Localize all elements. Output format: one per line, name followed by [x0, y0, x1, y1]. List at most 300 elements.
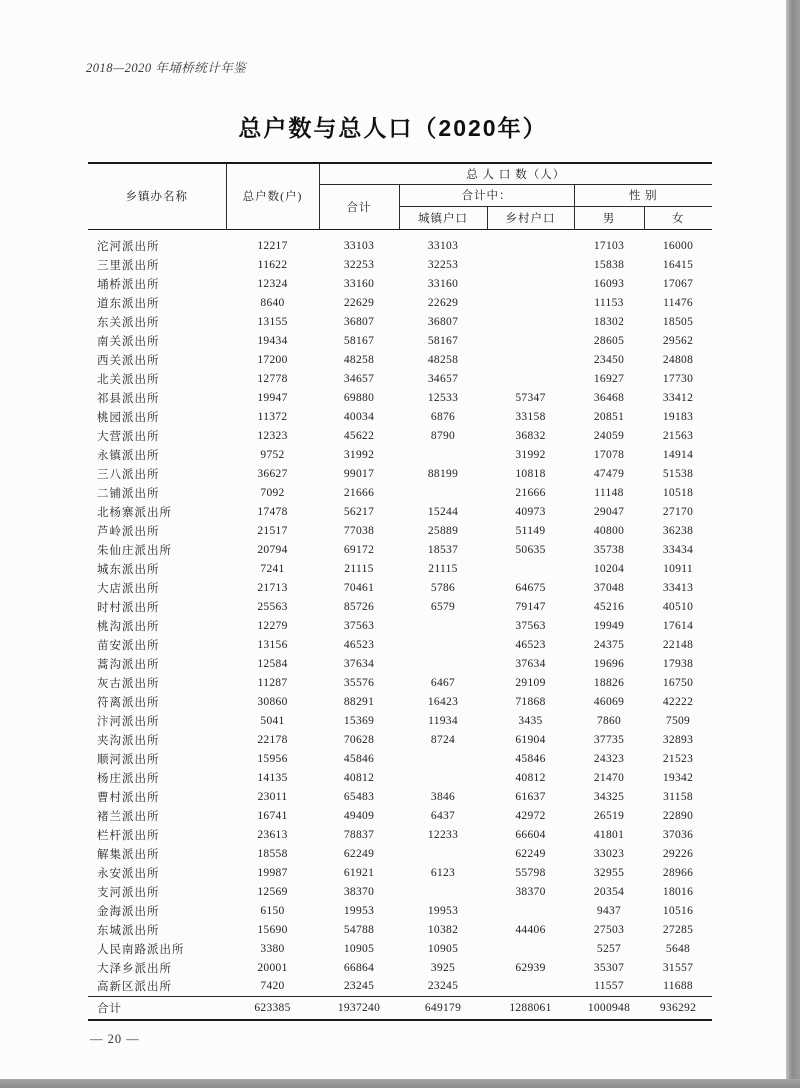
value-cell [487, 312, 574, 331]
value-cell: 28966 [662, 866, 694, 879]
table-row [88, 331, 712, 350]
table-row [88, 350, 712, 369]
value-cell [399, 616, 487, 635]
table-row [88, 635, 712, 654]
value-cell: 41801 [593, 828, 625, 841]
table-row [88, 863, 712, 882]
table-row [88, 407, 712, 426]
col-header-total-households: 总户数(户) [226, 163, 319, 229]
value-cell: 12233 [427, 828, 459, 841]
value-cell: 51538 [662, 467, 694, 480]
value-cell: 11153 [594, 296, 624, 309]
value-cell: 1937240 [319, 996, 399, 1020]
station-name-cell: 沱河派出所 [97, 240, 160, 253]
station-name-cell: 祁县派出所 [97, 392, 160, 405]
value-cell: 62939 [515, 961, 546, 974]
table-row [88, 255, 712, 274]
table-body [88, 229, 712, 1020]
value-cell: 37036 [662, 828, 694, 841]
station-name-cell: 西关派出所 [97, 354, 160, 367]
value-cell: 22629 [343, 296, 375, 309]
value-cell: 58167 [343, 334, 375, 347]
table-row [88, 901, 712, 920]
col-header-township-name: 乡镇办名称 [88, 163, 226, 229]
value-cell: 36807 [427, 315, 459, 328]
value-cell: 11372 [257, 410, 288, 423]
value-cell: 8724 [430, 733, 456, 746]
value-cell: 13156 [257, 638, 288, 651]
value-cell: 19434 [257, 334, 288, 347]
value-cell: 61921 [343, 866, 375, 879]
value-cell [487, 977, 574, 996]
col-header-male: 男 [574, 206, 644, 229]
value-cell [399, 654, 487, 673]
table-row [88, 806, 712, 825]
value-cell [487, 901, 574, 920]
col-header-total-population-group: 总 人 口 数（人） [319, 163, 712, 184]
value-cell: 24375 [593, 638, 625, 651]
value-cell: 22890 [662, 809, 694, 822]
value-cell: 3380 [260, 942, 285, 955]
value-cell: 54788 [343, 923, 375, 936]
value-cell: 21115 [428, 562, 458, 575]
value-cell: 3925 [430, 961, 456, 974]
col-header-total: 合计 [319, 184, 399, 229]
table-row [88, 958, 712, 977]
value-cell: 10516 [662, 904, 694, 917]
table-row [88, 464, 712, 483]
value-cell: 36468 [593, 391, 625, 404]
station-name-cell: 符离派出所 [97, 696, 160, 709]
value-cell: 23245 [343, 980, 375, 993]
value-cell: 16000 [662, 239, 694, 252]
value-cell [487, 255, 574, 274]
value-cell: 45622 [343, 429, 375, 442]
value-cell: 21517 [257, 524, 288, 537]
value-cell: 40510 [662, 600, 694, 613]
value-cell: 34325 [593, 790, 625, 803]
value-cell: 14914 [662, 448, 694, 461]
value-cell: 19696 [593, 657, 625, 670]
station-name-cell: 北关派出所 [97, 373, 160, 386]
station-name-cell: 芦岭派出所 [97, 525, 160, 538]
value-cell: 12324 [257, 277, 288, 290]
value-cell: 10911 [663, 562, 693, 575]
table-row [88, 426, 712, 445]
value-cell: 78837 [343, 828, 375, 841]
value-cell: 22629 [427, 296, 459, 309]
value-cell: 33158 [515, 410, 546, 423]
value-cell: 10905 [427, 942, 459, 955]
value-cell [399, 844, 487, 863]
value-cell: 32955 [593, 866, 625, 879]
value-cell: 9437 [596, 904, 622, 917]
value-cell: 37563 [515, 619, 546, 632]
table-row [88, 692, 712, 711]
value-cell: 27503 [593, 923, 625, 936]
value-cell: 29109 [515, 676, 546, 689]
col-header-female: 女 [644, 206, 712, 229]
value-cell: 37735 [593, 733, 625, 746]
value-cell: 71868 [515, 695, 546, 708]
value-cell: 17730 [662, 372, 694, 385]
value-cell: 23011 [257, 790, 288, 803]
value-cell: 10905 [343, 942, 375, 955]
value-cell: 34657 [427, 372, 459, 385]
value-cell: 11688 [663, 980, 693, 993]
table-row [88, 312, 712, 331]
value-cell: 21563 [662, 429, 694, 442]
value-cell: 18826 [593, 676, 625, 689]
value-cell: 62249 [515, 847, 546, 860]
value-cell: 31557 [662, 961, 694, 974]
value-cell: 50635 [515, 543, 546, 556]
value-cell: 31992 [515, 448, 546, 461]
value-cell: 70461 [343, 581, 375, 594]
station-name-cell: 三八派出所 [97, 468, 160, 481]
value-cell: 6437 [430, 809, 456, 822]
value-cell: 35307 [593, 961, 625, 974]
value-cell: 27285 [662, 923, 694, 936]
value-cell: 5786 [430, 581, 456, 594]
station-name-cell: 埇桥派出所 [97, 278, 160, 291]
value-cell: 45846 [343, 752, 375, 765]
value-cell [399, 483, 487, 502]
value-cell [399, 749, 487, 768]
station-name-cell: 苗安派出所 [97, 639, 160, 652]
value-cell: 36832 [515, 429, 546, 442]
table-row [88, 483, 712, 502]
value-cell: 29226 [662, 847, 694, 860]
value-cell: 26519 [593, 809, 625, 822]
table-row [88, 844, 712, 863]
table-row [88, 673, 712, 692]
value-cell: 40800 [593, 524, 625, 537]
table-row [88, 578, 712, 597]
value-cell: 19342 [662, 771, 694, 784]
value-cell: 11148 [594, 486, 624, 499]
station-name-cell: 人民南路派出所 [97, 943, 185, 956]
value-cell: 5648 [665, 942, 691, 955]
value-cell: 12217 [257, 239, 288, 252]
value-cell [399, 445, 487, 464]
value-cell: 33412 [662, 391, 694, 404]
table-row [88, 274, 712, 293]
value-cell: 19183 [662, 410, 694, 423]
table-row [88, 730, 712, 749]
value-cell: 6150 [260, 904, 285, 917]
value-cell: 45216 [593, 600, 625, 613]
value-cell: 10204 [593, 562, 625, 575]
value-cell: 11934 [428, 714, 458, 727]
table-row [88, 882, 712, 901]
value-cell: 37634 [515, 657, 546, 670]
value-cell: 49409 [343, 809, 375, 822]
value-cell: 7092 [260, 486, 285, 499]
value-cell: 18016 [662, 885, 694, 898]
value-cell: 66864 [343, 961, 375, 974]
value-cell: 36238 [662, 524, 694, 537]
value-cell: 79147 [515, 600, 546, 613]
value-cell: 17938 [662, 657, 694, 670]
value-cell: 649179 [399, 996, 487, 1020]
value-cell: 15838 [593, 258, 625, 271]
table-row [88, 787, 712, 806]
value-cell: 3846 [430, 790, 456, 803]
table-row [88, 388, 712, 407]
station-name-cell: 栏杆派出所 [97, 829, 160, 842]
station-name-cell: 永镇派出所 [97, 449, 160, 462]
table-row [88, 939, 712, 958]
value-cell: 5257 [596, 942, 622, 955]
col-header-rural: 乡村户口 [487, 206, 574, 229]
station-name-cell: 顺河派出所 [97, 753, 160, 766]
value-cell: 51149 [515, 524, 546, 537]
value-cell: 12584 [257, 657, 288, 670]
value-cell: 48258 [343, 353, 375, 366]
value-cell: 15369 [343, 714, 375, 727]
table-row [88, 229, 712, 255]
value-cell: 7860 [596, 714, 622, 727]
value-cell: 6876 [430, 410, 456, 423]
station-name-cell: 大店派出所 [97, 582, 160, 595]
value-cell: 19987 [257, 866, 288, 879]
value-cell: 11622 [257, 258, 288, 271]
table-row [88, 749, 712, 768]
station-name-cell: 汴河派出所 [97, 715, 160, 728]
value-cell: 40034 [343, 410, 375, 423]
value-cell: 19947 [257, 391, 288, 404]
value-cell: 10818 [515, 467, 546, 480]
value-cell: 16927 [593, 372, 625, 385]
value-cell: 20851 [593, 410, 625, 423]
value-cell: 17614 [662, 619, 694, 632]
value-cell: 70628 [343, 733, 375, 746]
value-cell: 46523 [515, 638, 546, 651]
value-cell: 19953 [343, 904, 375, 917]
value-cell: 27170 [662, 505, 694, 518]
value-cell: 623385 [226, 996, 319, 1020]
value-cell: 25889 [427, 524, 459, 537]
value-cell: 61904 [515, 733, 546, 746]
value-cell: 38370 [343, 885, 375, 898]
value-cell: 12279 [257, 619, 288, 632]
value-cell: 21115 [344, 562, 374, 575]
value-cell: 85726 [343, 600, 375, 613]
table-row [88, 977, 712, 996]
station-name-cell: 三里派出所 [97, 259, 160, 272]
value-cell: 37048 [593, 581, 625, 594]
population-table [88, 162, 712, 1021]
station-name-cell: 朱仙庄派出所 [97, 544, 172, 557]
page-number: — 20 — [90, 1032, 140, 1046]
value-cell: 40812 [343, 771, 375, 784]
value-cell: 8790 [430, 429, 456, 442]
table-row [88, 768, 712, 787]
value-cell: 42972 [515, 809, 546, 822]
value-cell [399, 768, 487, 787]
value-cell: 10382 [427, 923, 459, 936]
station-name-cell: 大泽乡派出所 [97, 962, 172, 975]
value-cell: 8640 [260, 296, 285, 309]
value-cell: 16741 [257, 809, 288, 822]
value-cell: 77038 [343, 524, 375, 537]
value-cell: 24808 [662, 353, 694, 366]
value-cell: 88199 [427, 467, 459, 480]
value-cell: 16093 [593, 277, 625, 290]
value-cell: 9752 [260, 448, 285, 461]
station-name-cell: 曹村派出所 [97, 791, 160, 804]
value-cell: 7420 [260, 980, 285, 993]
value-cell: 11476 [663, 296, 693, 309]
total-row [88, 996, 712, 1020]
table-row [88, 293, 712, 312]
value-cell: 1000948 [574, 996, 644, 1020]
table-row [88, 445, 712, 464]
value-cell: 6123 [430, 866, 456, 879]
value-cell: 31992 [343, 448, 375, 461]
value-cell: 33103 [427, 239, 459, 252]
value-cell: 6579 [430, 600, 456, 613]
value-cell [487, 939, 574, 958]
yearbook-header-note: 2018—2020 年埇桥统计年鉴 [86, 61, 247, 75]
station-name-cell: 解集派出所 [97, 848, 160, 861]
value-cell: 16750 [662, 676, 694, 689]
value-cell: 38370 [515, 885, 546, 898]
value-cell: 7509 [665, 714, 691, 727]
value-cell: 42222 [662, 695, 694, 708]
value-cell [487, 229, 574, 255]
station-name-cell: 大营派出所 [97, 430, 160, 443]
table-row [88, 920, 712, 939]
value-cell: 20001 [257, 961, 288, 974]
value-cell: 28605 [593, 334, 625, 347]
value-cell [487, 559, 574, 578]
value-cell: 25563 [257, 600, 288, 613]
station-name-cell: 永安派出所 [97, 867, 160, 880]
value-cell: 15956 [257, 752, 288, 765]
value-cell: 69880 [343, 391, 375, 404]
col-header-urban: 城镇户口 [399, 206, 487, 229]
value-cell: 23450 [593, 353, 625, 366]
value-cell: 19953 [427, 904, 459, 917]
value-cell: 22178 [257, 733, 288, 746]
value-cell: 17078 [593, 448, 625, 461]
station-name-cell: 道东派出所 [97, 297, 160, 310]
station-name-cell: 高新区派出所 [97, 981, 172, 994]
value-cell: 10518 [662, 486, 694, 499]
value-cell: 65483 [343, 790, 375, 803]
value-cell: 1288061 [487, 996, 574, 1020]
value-cell: 99017 [343, 467, 375, 480]
value-cell: 35738 [593, 543, 625, 556]
station-name-cell: 时村派出所 [97, 601, 160, 614]
value-cell [487, 331, 574, 350]
value-cell: 17200 [257, 353, 288, 366]
value-cell: 30860 [257, 695, 288, 708]
value-cell: 48258 [427, 353, 459, 366]
value-cell: 46069 [593, 695, 625, 708]
value-cell: 36627 [257, 467, 288, 480]
value-cell: 21523 [662, 752, 694, 765]
value-cell: 32253 [427, 258, 459, 271]
station-name-cell: 褚兰派出所 [97, 810, 160, 823]
value-cell [487, 293, 574, 312]
table-row [88, 502, 712, 521]
value-cell: 11287 [257, 676, 288, 689]
value-cell [487, 369, 574, 388]
value-cell: 40973 [515, 505, 546, 518]
value-cell: 21666 [343, 486, 375, 499]
value-cell: 20794 [257, 543, 288, 556]
value-cell: 57347 [515, 391, 546, 404]
station-name-cell: 东关派出所 [97, 316, 160, 329]
table-header [88, 163, 712, 229]
value-cell: 64675 [515, 581, 546, 594]
station-name-cell: 合计 [88, 996, 226, 1020]
station-name-cell: 支河派出所 [97, 886, 160, 899]
station-name-cell: 城东派出所 [97, 563, 160, 576]
value-cell: 5041 [260, 714, 285, 727]
value-cell: 40812 [515, 771, 546, 784]
station-name-cell: 蒿沟派出所 [97, 658, 160, 671]
value-cell: 33413 [662, 581, 694, 594]
value-cell: 58167 [427, 334, 459, 347]
station-name-cell: 东城派出所 [97, 924, 160, 937]
table-row [88, 597, 712, 616]
station-name-cell: 金海派出所 [97, 905, 160, 918]
value-cell: 23613 [257, 828, 288, 841]
value-cell: 24323 [593, 752, 625, 765]
value-cell: 23245 [427, 980, 459, 993]
value-cell: 12778 [257, 372, 288, 385]
station-name-cell: 杨庄派出所 [97, 772, 160, 785]
value-cell: 33160 [427, 277, 459, 290]
value-cell: 21666 [515, 486, 546, 499]
value-cell: 32253 [343, 258, 375, 271]
table-row [88, 521, 712, 540]
value-cell: 18558 [257, 847, 288, 860]
value-cell: 17067 [662, 277, 694, 290]
value-cell: 16415 [662, 258, 694, 271]
value-cell: 29047 [593, 505, 625, 518]
value-cell: 69172 [343, 543, 375, 556]
table-row [88, 825, 712, 844]
value-cell: 62249 [343, 847, 375, 860]
value-cell: 18505 [662, 315, 694, 328]
station-name-cell: 灰古派出所 [97, 677, 160, 690]
value-cell: 19949 [593, 619, 625, 632]
value-cell: 88291 [343, 695, 375, 708]
value-cell: 17478 [257, 505, 288, 518]
value-cell: 12533 [427, 391, 459, 404]
value-cell: 32893 [662, 733, 694, 746]
value-cell: 6467 [430, 676, 456, 689]
value-cell: 18537 [427, 543, 459, 556]
value-cell: 56217 [343, 505, 375, 518]
value-cell: 29562 [662, 334, 694, 347]
value-cell: 66604 [515, 828, 546, 841]
value-cell: 44406 [515, 923, 546, 936]
value-cell: 24059 [593, 429, 625, 442]
table-row [88, 616, 712, 635]
scan-edge-bottom [0, 1079, 800, 1088]
value-cell: 35576 [343, 676, 375, 689]
value-cell [487, 274, 574, 293]
value-cell: 46523 [343, 638, 375, 651]
value-cell: 3435 [518, 714, 543, 727]
value-cell [399, 882, 487, 901]
